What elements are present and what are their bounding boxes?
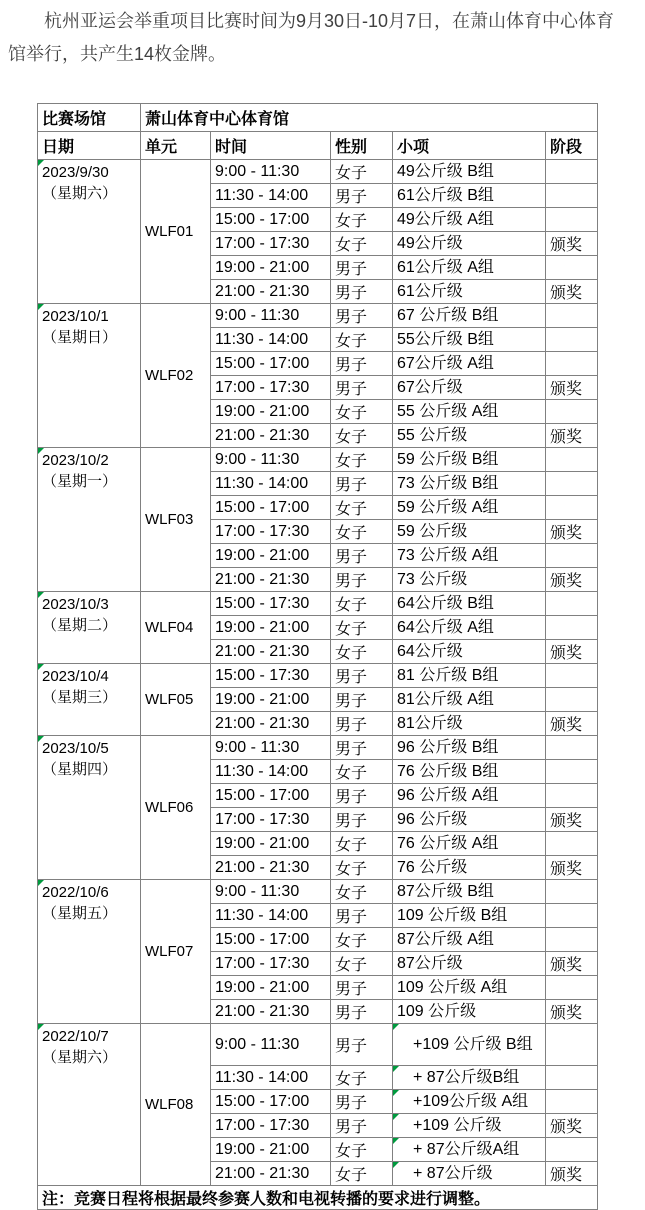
time-cell: 17:00 - 17:30 <box>211 952 331 976</box>
gender-cell: 男子 <box>331 808 393 832</box>
date-text: 2023/10/2 <box>42 452 109 469</box>
gender-cell: 男子 <box>331 568 393 592</box>
gender-cell: 女子 <box>331 208 393 232</box>
stage-cell <box>546 256 598 280</box>
date-text: 2023/10/4 <box>42 668 109 685</box>
time-cell: 15:00 - 17:00 <box>211 208 331 232</box>
gender-cell: 女子 <box>331 856 393 880</box>
schedule-table <box>37 103 598 1210</box>
gender-cell: 女子 <box>331 400 393 424</box>
event-cell: 59 公斤级 A组 <box>393 496 546 520</box>
event-cell: 76 公斤级 <box>393 856 546 880</box>
unit-cell: WLF08 <box>141 1024 211 1186</box>
intro-line-2: 馆举行，共产生14枚金牌。 <box>8 44 227 64</box>
gender-cell: 女子 <box>331 1066 393 1090</box>
gender-cell: 男子 <box>331 664 393 688</box>
event-cell: 76 公斤级 A组 <box>393 832 546 856</box>
event-cell: 87公斤级 <box>393 952 546 976</box>
time-cell: 19:00 - 21:00 <box>211 256 331 280</box>
weekday-text: （星期四） <box>42 761 118 778</box>
time-cell: 11:30 - 14:00 <box>211 472 331 496</box>
time-cell: 19:00 - 21:00 <box>211 688 331 712</box>
time-cell: 15:00 - 17:30 <box>211 592 331 616</box>
time-cell: 21:00 - 21:30 <box>211 1162 331 1186</box>
weekday-text: （星期三） <box>42 689 118 706</box>
gender-cell: 女子 <box>331 520 393 544</box>
stage-cell <box>546 400 598 424</box>
stage-cell: 颁奖 <box>546 1114 598 1138</box>
stage-cell <box>546 928 598 952</box>
stage-cell: 颁奖 <box>546 640 598 664</box>
stage-cell <box>546 544 598 568</box>
stage-cell <box>546 736 598 760</box>
event-cell: 81公斤级 <box>393 712 546 736</box>
date-cell <box>38 304 141 448</box>
date-text: 2023/10/1 <box>42 308 109 325</box>
gender-cell: 男子 <box>331 472 393 496</box>
stage-cell <box>546 472 598 496</box>
time-cell: 11:30 - 14:00 <box>211 904 331 928</box>
unit-cell: WLF06 <box>141 736 211 880</box>
stage-cell: 颁奖 <box>546 856 598 880</box>
event-cell: 49公斤级 A组 <box>393 208 546 232</box>
venue-label: 比赛场馆 <box>38 104 141 132</box>
gender-cell: 女子 <box>331 928 393 952</box>
stage-cell <box>546 976 598 1000</box>
time-cell: 15:00 - 17:00 <box>211 496 331 520</box>
weekday-text: （星期六） <box>42 1049 118 1066</box>
time-cell: 9:00 - 11:30 <box>211 880 331 904</box>
event-cell: 64公斤级 A组 <box>393 616 546 640</box>
col-header-date: 日期 <box>38 132 141 160</box>
event-cell: 61公斤级 B组 <box>393 184 546 208</box>
event-cell: 109 公斤级 <box>393 1000 546 1024</box>
date-text: 2022/10/7 <box>42 1028 109 1045</box>
stage-cell <box>546 616 598 640</box>
event-cell: +109 公斤级 <box>393 1114 546 1138</box>
time-cell: 21:00 - 21:30 <box>211 640 331 664</box>
event-cell: +109公斤级 A组 <box>393 1090 546 1114</box>
schedule-row <box>38 664 598 688</box>
time-cell: 15:00 - 17:00 <box>211 1090 331 1114</box>
time-cell: 17:00 - 17:30 <box>211 520 331 544</box>
event-cell: 96 公斤级 A组 <box>393 784 546 808</box>
gender-cell: 女子 <box>331 760 393 784</box>
time-cell: 15:00 - 17:00 <box>211 352 331 376</box>
stage-cell <box>546 496 598 520</box>
gender-cell: 女子 <box>331 496 393 520</box>
gender-cell: 女子 <box>331 640 393 664</box>
time-cell: 9:00 - 11:30 <box>211 1024 331 1066</box>
event-cell: 87公斤级 A组 <box>393 928 546 952</box>
event-cell: 73 公斤级 B组 <box>393 472 546 496</box>
stage-cell: 颁奖 <box>546 424 598 448</box>
weekday-text: （星期六） <box>42 185 118 202</box>
gender-cell: 女子 <box>331 880 393 904</box>
event-cell: 73 公斤级 <box>393 568 546 592</box>
gender-cell: 男子 <box>331 376 393 400</box>
time-cell: 21:00 - 21:30 <box>211 424 331 448</box>
col-header-unit: 单元 <box>141 132 211 160</box>
stage-cell: 颁奖 <box>546 376 598 400</box>
col-header-time: 时间 <box>211 132 331 160</box>
unit-cell: WLF07 <box>141 880 211 1024</box>
stage-cell <box>546 184 598 208</box>
date-cell <box>38 160 141 304</box>
event-cell: 96 公斤级 B组 <box>393 736 546 760</box>
stage-cell <box>546 208 598 232</box>
time-cell: 15:00 - 17:00 <box>211 784 331 808</box>
col-header-stage: 阶段 <box>546 132 598 160</box>
gender-cell: 男子 <box>331 1090 393 1114</box>
gender-cell: 女子 <box>331 832 393 856</box>
gender-cell: 男子 <box>331 352 393 376</box>
intro-paragraph <box>8 5 645 71</box>
time-cell: 9:00 - 11:30 <box>211 448 331 472</box>
event-cell: +109 公斤级 B组 <box>393 1024 546 1066</box>
time-cell: 9:00 - 11:30 <box>211 736 331 760</box>
stage-cell: 颁奖 <box>546 280 598 304</box>
gender-cell: 男子 <box>331 1024 393 1066</box>
time-cell: 11:30 - 14:00 <box>211 184 331 208</box>
venue-value: 萧山体育中心体育馆 <box>141 104 598 132</box>
stage-cell: 颁奖 <box>546 952 598 976</box>
date-text: 2022/10/6 <box>42 884 109 901</box>
date-cell <box>38 664 141 736</box>
gender-cell: 男子 <box>331 304 393 328</box>
schedule-row <box>38 304 598 328</box>
gender-cell: 女子 <box>331 952 393 976</box>
date-text: 2023/10/3 <box>42 596 109 613</box>
event-cell: 109 公斤级 B组 <box>393 904 546 928</box>
intro-line-1: 杭州亚运会举重项目比赛时间为9月30日-10月7日，在萧山体育中心体育 <box>8 11 615 31</box>
event-cell: 67 公斤级 B组 <box>393 304 546 328</box>
unit-cell: WLF01 <box>141 160 211 304</box>
gender-cell: 男子 <box>331 976 393 1000</box>
stage-cell <box>546 832 598 856</box>
time-cell: 15:00 - 17:00 <box>211 928 331 952</box>
event-cell: 55公斤级 B组 <box>393 328 546 352</box>
time-cell: 9:00 - 11:30 <box>211 304 331 328</box>
stage-cell <box>546 664 598 688</box>
time-cell: 17:00 - 17:30 <box>211 376 331 400</box>
event-cell: 49公斤级 B组 <box>393 160 546 184</box>
gender-cell: 男子 <box>331 1114 393 1138</box>
event-cell: 96 公斤级 <box>393 808 546 832</box>
time-cell: 19:00 - 21:00 <box>211 832 331 856</box>
stage-cell: 颁奖 <box>546 808 598 832</box>
time-cell: 17:00 - 17:30 <box>211 232 331 256</box>
schedule-note: 注：竞赛日程将根据最终参赛人数和电视转播的要求进行调整。 <box>38 1186 598 1210</box>
gender-cell: 女子 <box>331 1162 393 1186</box>
stage-cell <box>546 1024 598 1066</box>
date-cell <box>38 736 141 880</box>
gender-cell: 男子 <box>331 784 393 808</box>
event-cell: + 87公斤级B组 <box>393 1066 546 1090</box>
stage-cell <box>546 784 598 808</box>
event-cell: 55 公斤级 <box>393 424 546 448</box>
stage-cell: 颁奖 <box>546 712 598 736</box>
event-cell: 64公斤级 B组 <box>393 592 546 616</box>
unit-cell: WLF03 <box>141 448 211 592</box>
event-cell: 49公斤级 <box>393 232 546 256</box>
stage-cell <box>546 304 598 328</box>
stage-cell <box>546 448 598 472</box>
col-header-event: 小项 <box>393 132 546 160</box>
weekday-text: （星期一） <box>42 473 118 490</box>
gender-cell: 男子 <box>331 256 393 280</box>
time-cell: 19:00 - 21:00 <box>211 400 331 424</box>
unit-cell: WLF04 <box>141 592 211 664</box>
time-cell: 21:00 - 21:30 <box>211 856 331 880</box>
col-header-gender: 性别 <box>331 132 393 160</box>
stage-cell: 颁奖 <box>546 1000 598 1024</box>
gender-cell: 男子 <box>331 184 393 208</box>
note-row <box>38 1186 598 1210</box>
time-cell: 19:00 - 21:00 <box>211 544 331 568</box>
date-cell <box>38 1024 141 1186</box>
time-cell: 19:00 - 21:00 <box>211 976 331 1000</box>
stage-cell <box>546 1090 598 1114</box>
event-cell: 109 公斤级 A组 <box>393 976 546 1000</box>
gender-cell: 男子 <box>331 544 393 568</box>
gender-cell: 女子 <box>331 424 393 448</box>
event-cell: 76 公斤级 B组 <box>393 760 546 784</box>
stage-cell <box>546 1138 598 1162</box>
event-cell: 67公斤级 A组 <box>393 352 546 376</box>
stage-cell <box>546 352 598 376</box>
column-header-row <box>38 132 598 160</box>
time-cell: 19:00 - 21:00 <box>211 616 331 640</box>
time-cell: 17:00 - 17:30 <box>211 1114 331 1138</box>
time-cell: 11:30 - 14:00 <box>211 1066 331 1090</box>
gender-cell: 男子 <box>331 904 393 928</box>
schedule-row <box>38 736 598 760</box>
event-cell: 61公斤级 A组 <box>393 256 546 280</box>
time-cell: 11:30 - 14:00 <box>211 328 331 352</box>
stage-cell <box>546 688 598 712</box>
time-cell: 21:00 - 21:30 <box>211 712 331 736</box>
time-cell: 21:00 - 21:30 <box>211 568 331 592</box>
gender-cell: 女子 <box>331 616 393 640</box>
gender-cell: 男子 <box>331 1000 393 1024</box>
stage-cell: 颁奖 <box>546 568 598 592</box>
date-cell <box>38 592 141 664</box>
stage-cell <box>546 1066 598 1090</box>
event-cell: 59 公斤级 <box>393 520 546 544</box>
time-cell: 9:00 - 11:30 <box>211 160 331 184</box>
stage-cell <box>546 328 598 352</box>
date-cell <box>38 880 141 1024</box>
stage-cell <box>546 592 598 616</box>
stage-cell <box>546 160 598 184</box>
time-cell: 15:00 - 17:30 <box>211 664 331 688</box>
gender-cell: 男子 <box>331 280 393 304</box>
gender-cell: 女子 <box>331 160 393 184</box>
venue-row <box>38 104 598 132</box>
time-cell: 19:00 - 21:00 <box>211 1138 331 1162</box>
event-cell: 67公斤级 <box>393 376 546 400</box>
date-text: 2023/9/30 <box>42 164 109 181</box>
gender-cell: 男子 <box>331 736 393 760</box>
event-cell: 81公斤级 A组 <box>393 688 546 712</box>
unit-cell: WLF05 <box>141 664 211 736</box>
event-cell: + 87公斤级A组 <box>393 1138 546 1162</box>
schedule-row <box>38 1024 598 1066</box>
stage-cell: 颁奖 <box>546 232 598 256</box>
weekday-text: （星期日） <box>42 329 118 346</box>
stage-cell: 颁奖 <box>546 1162 598 1186</box>
time-cell: 11:30 - 14:00 <box>211 760 331 784</box>
event-cell: 61公斤级 <box>393 280 546 304</box>
event-cell: + 87公斤级 <box>393 1162 546 1186</box>
stage-cell <box>546 880 598 904</box>
stage-cell <box>546 904 598 928</box>
gender-cell: 女子 <box>331 1138 393 1162</box>
schedule-row <box>38 448 598 472</box>
gender-cell: 女子 <box>331 328 393 352</box>
stage-cell <box>546 760 598 784</box>
event-cell: 59 公斤级 B组 <box>393 448 546 472</box>
time-cell: 17:00 - 17:30 <box>211 808 331 832</box>
gender-cell: 女子 <box>331 448 393 472</box>
schedule-row <box>38 592 598 616</box>
weekday-text: （星期二） <box>42 617 118 634</box>
event-cell: 64公斤级 <box>393 640 546 664</box>
event-cell: 87公斤级 B组 <box>393 880 546 904</box>
event-cell: 73 公斤级 A组 <box>393 544 546 568</box>
schedule-row <box>38 160 598 184</box>
unit-cell: WLF02 <box>141 304 211 448</box>
gender-cell: 女子 <box>331 232 393 256</box>
date-text: 2023/10/5 <box>42 740 109 757</box>
event-cell: 81 公斤级 B组 <box>393 664 546 688</box>
time-cell: 21:00 - 21:30 <box>211 280 331 304</box>
time-cell: 21:00 - 21:30 <box>211 1000 331 1024</box>
gender-cell: 男子 <box>331 712 393 736</box>
date-cell <box>38 448 141 592</box>
schedule-row <box>38 880 598 904</box>
gender-cell: 女子 <box>331 592 393 616</box>
event-cell: 55 公斤级 A组 <box>393 400 546 424</box>
schedule-body <box>38 160 598 1186</box>
stage-cell: 颁奖 <box>546 520 598 544</box>
weekday-text: （星期五） <box>42 905 118 922</box>
gender-cell: 男子 <box>331 688 393 712</box>
